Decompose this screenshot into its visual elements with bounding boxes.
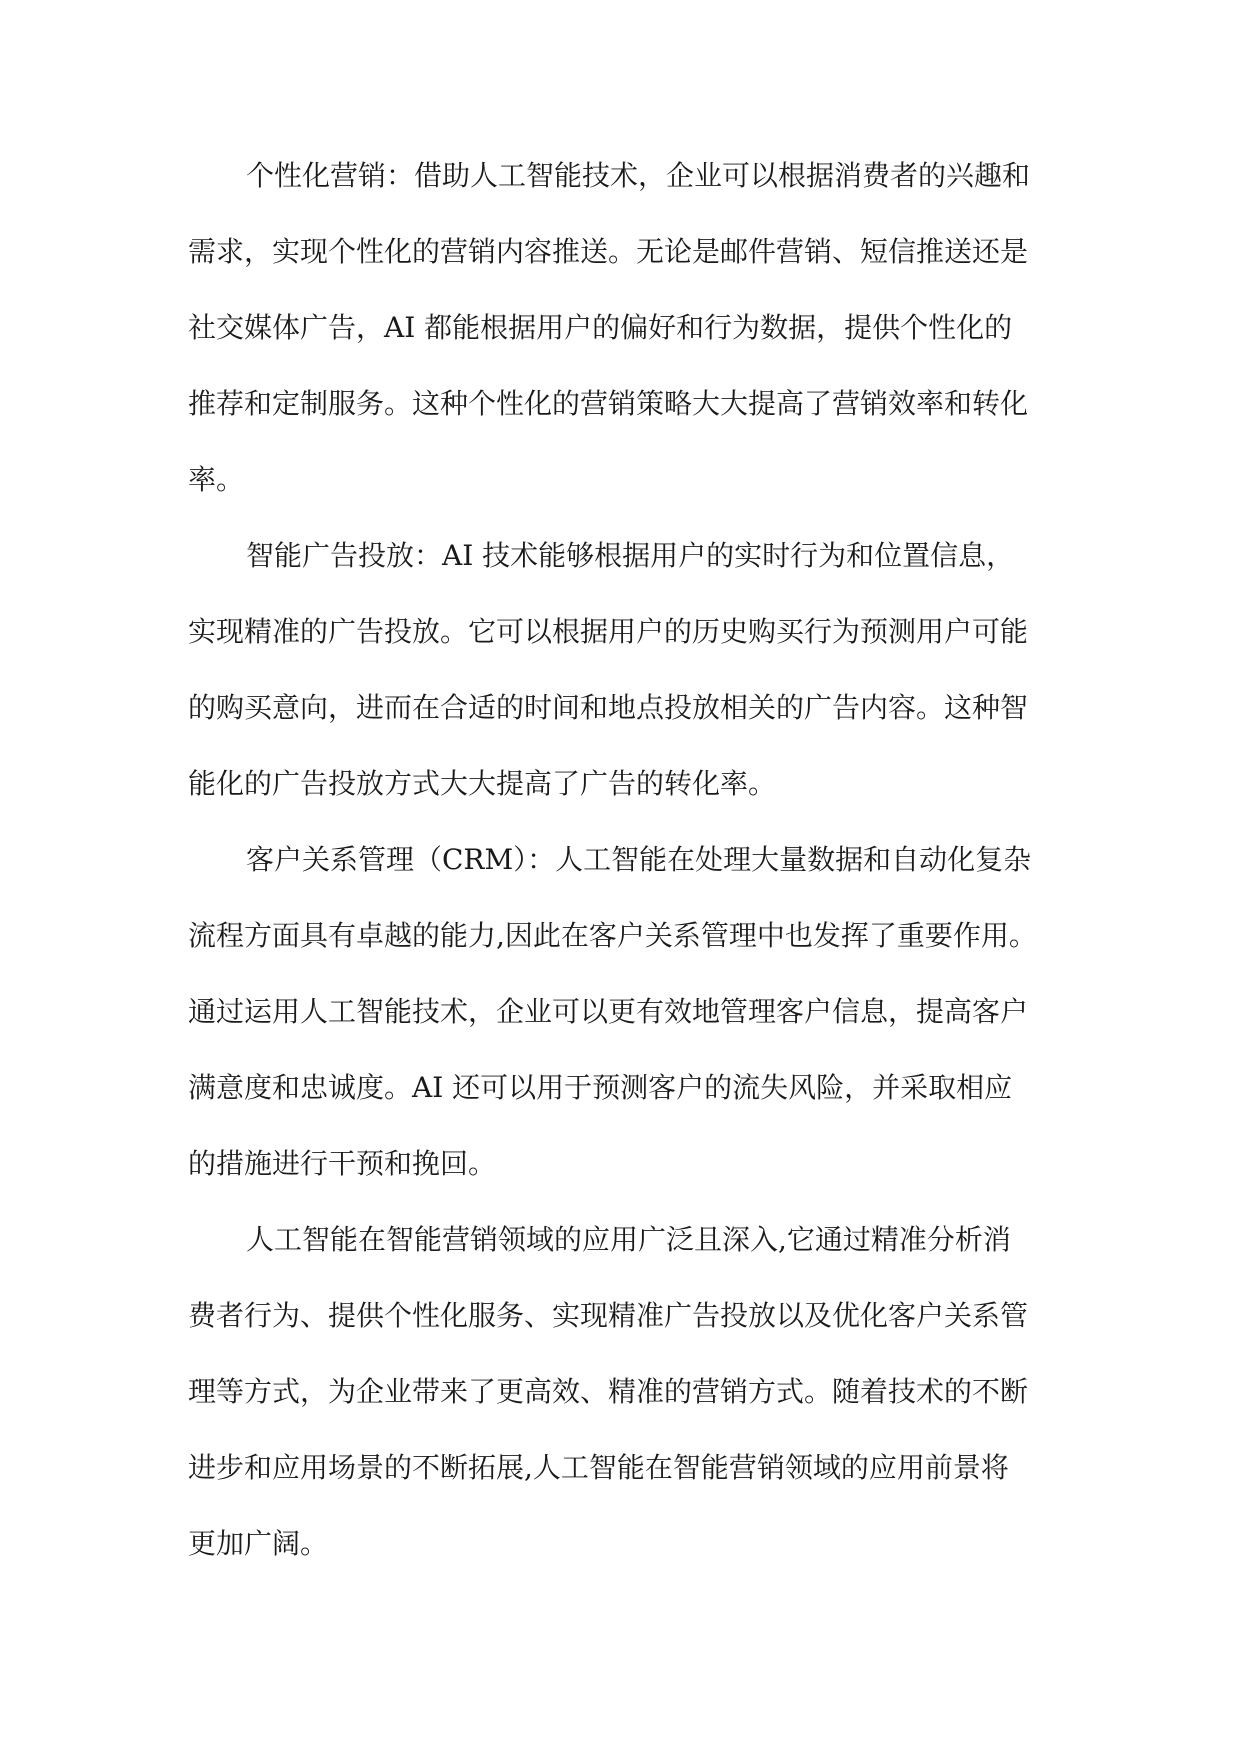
text-line: 流程方面具有卓越的能力,因此在客户关系管理中也发挥了重要作用。 [188,919,1037,952]
text-line: 智能广告投放：AI 技术能够根据用户的实时行为和位置信息， [246,539,1015,572]
text-line: 社交媒体广告，AI 都能根据用户的偏好和行为数据，提供个性化的 [188,311,1013,344]
text-line: 推荐和定制服务。这种个性化的营销策略大大提高了营销效率和转化 [188,387,1029,420]
paragraph-crm [188,822,1068,1202]
text-line: 率。 [188,463,245,496]
text-line: 的购买意向，进而在合适的时间和地点投放相关的广告内容。这种智 [188,691,1029,724]
text-line: 更加广阔。 [188,1527,329,1560]
text-line: 进步和应用场景的不断拓展,人工智能在智能营销领域的应用前景将 [188,1451,1009,1484]
text-line: 客户关系管理（CRM）：人工智能在处理大量数据和自动化复杂 [246,843,1032,876]
text-line: 人工智能在智能营销领域的应用广泛且深入,它通过精准分析消 [246,1223,1011,1256]
paragraph-smart-ad-placement [188,518,1068,822]
text-line: 的措施进行干预和挽回。 [188,1147,497,1180]
document-body [188,138,1068,1582]
text-line: 满意度和忠诚度。AI 还可以用于预测客户的流失风险，并采取相应 [188,1071,1013,1104]
text-line: 个性化营销：借助人工智能技术，企业可以根据消费者的兴趣和 [246,159,1031,192]
text-line: 需求，实现个性化的营销内容推送。无论是邮件营销、短信推送还是 [188,235,1029,268]
text-line: 能化的广告投放方式大大提高了广告的转化率。 [188,767,777,800]
paragraph-conclusion [188,1202,1068,1582]
text-line: 理等方式，为企业带来了更高效、精准的营销方式。随着技术的不断 [188,1375,1029,1408]
text-line: 费者行为、提供个性化服务、实现精准广告投放以及优化客户关系管 [188,1299,1029,1332]
text-line: 实现精准的广告投放。它可以根据用户的历史购买行为预测用户可能 [188,615,1029,648]
paragraph-personalized-marketing [188,138,1068,518]
text-line: 通过运用人工智能技术，企业可以更有效地管理客户信息，提高客户 [188,995,1029,1028]
